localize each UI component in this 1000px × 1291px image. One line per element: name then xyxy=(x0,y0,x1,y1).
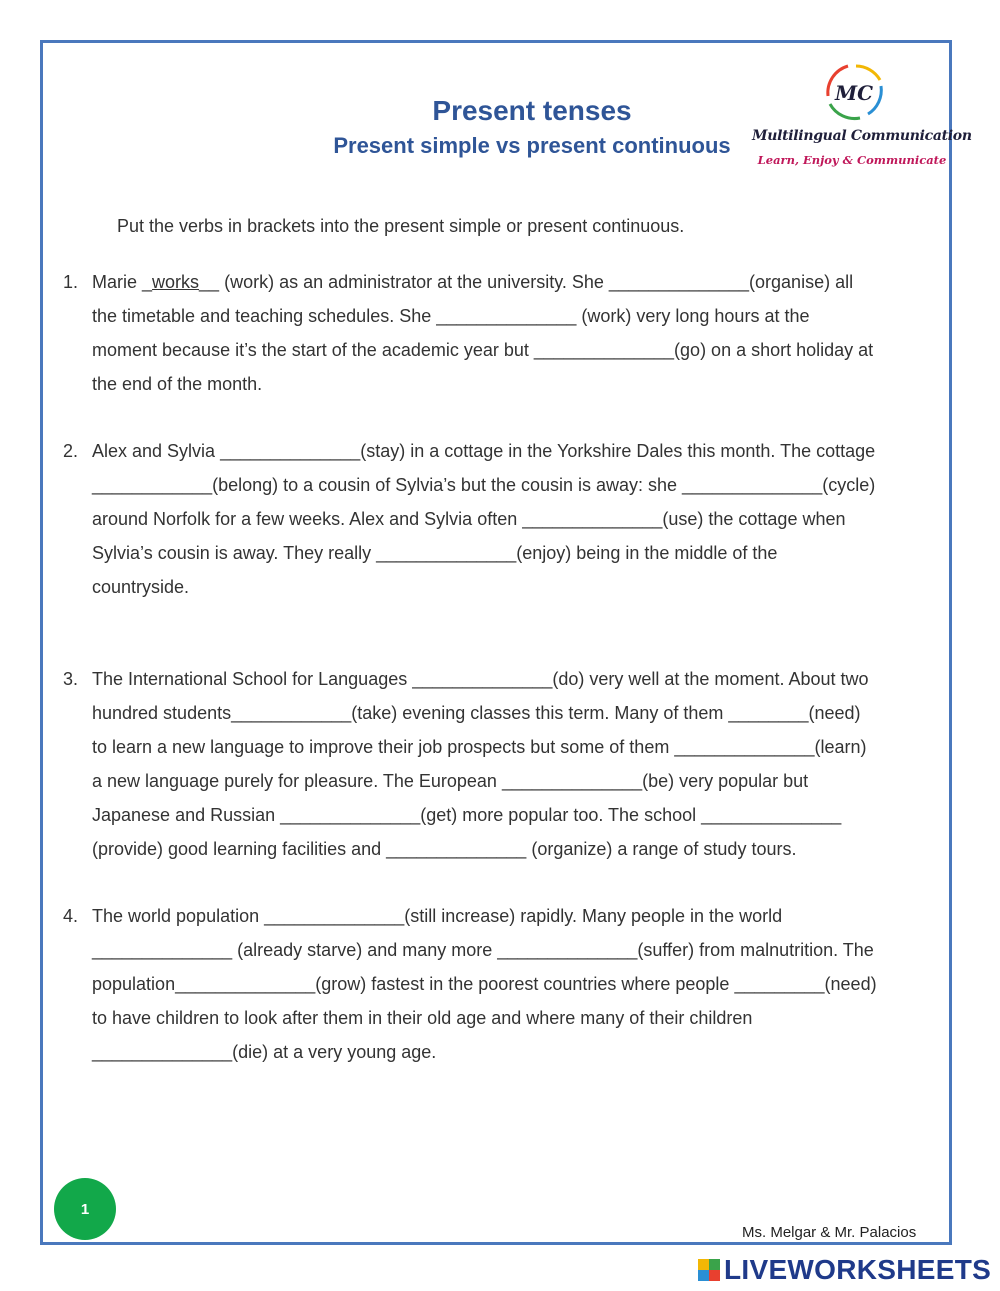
question-line: (provide) good learning facilities and ______________ (organize) a range of study tours. xyxy=(92,839,797,859)
question-line: Sylvia’s cousin is away. They really ______________(enjoy) being in the middle of the xyxy=(92,543,778,563)
question-line: to learn a new language to improve their job prospects but some of them ______________(learn) xyxy=(92,737,867,757)
question-line: to have children to look after them in their old age and where many of their children xyxy=(92,1008,753,1028)
question-line: Japanese and Russian ______________(get) more popular too. The school ______________ xyxy=(92,805,842,825)
page-number-badge: 1 xyxy=(54,1178,116,1240)
question-number: 1. xyxy=(63,272,79,292)
authors-credit: Ms. Melgar & Mr. Palacios xyxy=(742,1224,917,1241)
logo xyxy=(752,58,972,176)
liveworksheets-brand[interactable] xyxy=(698,1255,991,1285)
question-line: ____________(belong) to a cousin of Sylvia’s but the cousin is away: she ______________(cycle) xyxy=(92,475,876,495)
question-line: The International School for Languages ______________(do) very well at the moment. About two xyxy=(92,669,869,689)
logo-ring-icon xyxy=(752,58,952,128)
line-text-before: Marie _ xyxy=(92,272,153,292)
liveworksheets-icon xyxy=(698,1259,720,1281)
question-line: ______________ (already starve) and many more ______________(suffer) from malnutrition. The xyxy=(92,940,874,960)
logo-initials: MC xyxy=(834,81,874,105)
question-number: 2. xyxy=(63,441,79,461)
question-line: hundred students____________(take) evening classes this term. Many of them ________(need) xyxy=(92,703,861,723)
question-line: a new language purely for pleasure. The European ______________(be) very popular but xyxy=(92,771,809,791)
question-number: 4. xyxy=(63,906,79,926)
question-number: 3. xyxy=(63,669,79,689)
liveworksheets-wordmark: LIVEWORKSHEETS xyxy=(724,1254,992,1285)
answer-blank[interactable]: works xyxy=(152,272,200,292)
question-line: the end of the month. xyxy=(92,374,263,394)
logo-tagline: Learn, Enjoy & Communicate xyxy=(757,153,947,167)
instruction-text: Put the verbs in brackets into the present simple or present continuous. xyxy=(117,216,685,236)
question-line: countryside. xyxy=(92,577,190,597)
question-line: around Norfolk for a few weeks. Alex and Sylvia often ______________(use) the cottage when xyxy=(92,509,846,529)
page-subtitle: Present simple vs present continuous xyxy=(333,133,731,158)
line-text-after: __ (work) as an administrator at the university. She ______________(organise) all xyxy=(199,272,854,292)
question-line xyxy=(92,265,853,299)
question-line: population______________(grow) fastest in the poorest countries where people _________(need) xyxy=(92,974,877,994)
question-line: the timetable and teaching schedules. She ______________ (work) very long hours at the xyxy=(92,306,810,326)
logo-name: Multilingual Communication xyxy=(752,128,972,144)
question-line: ______________(die) at a very young age. xyxy=(92,1042,437,1062)
page-title: Present tenses xyxy=(432,95,632,126)
question-line: moment because it’s the start of the academic year but ______________(go) on a short holiday at xyxy=(92,340,874,360)
question-line: The world population ______________(still increase) rapidly. Many people in the world xyxy=(92,906,783,926)
question-line: Alex and Sylvia ______________(stay) in a cottage in the Yorkshire Dales this month. The cottage xyxy=(92,441,876,461)
